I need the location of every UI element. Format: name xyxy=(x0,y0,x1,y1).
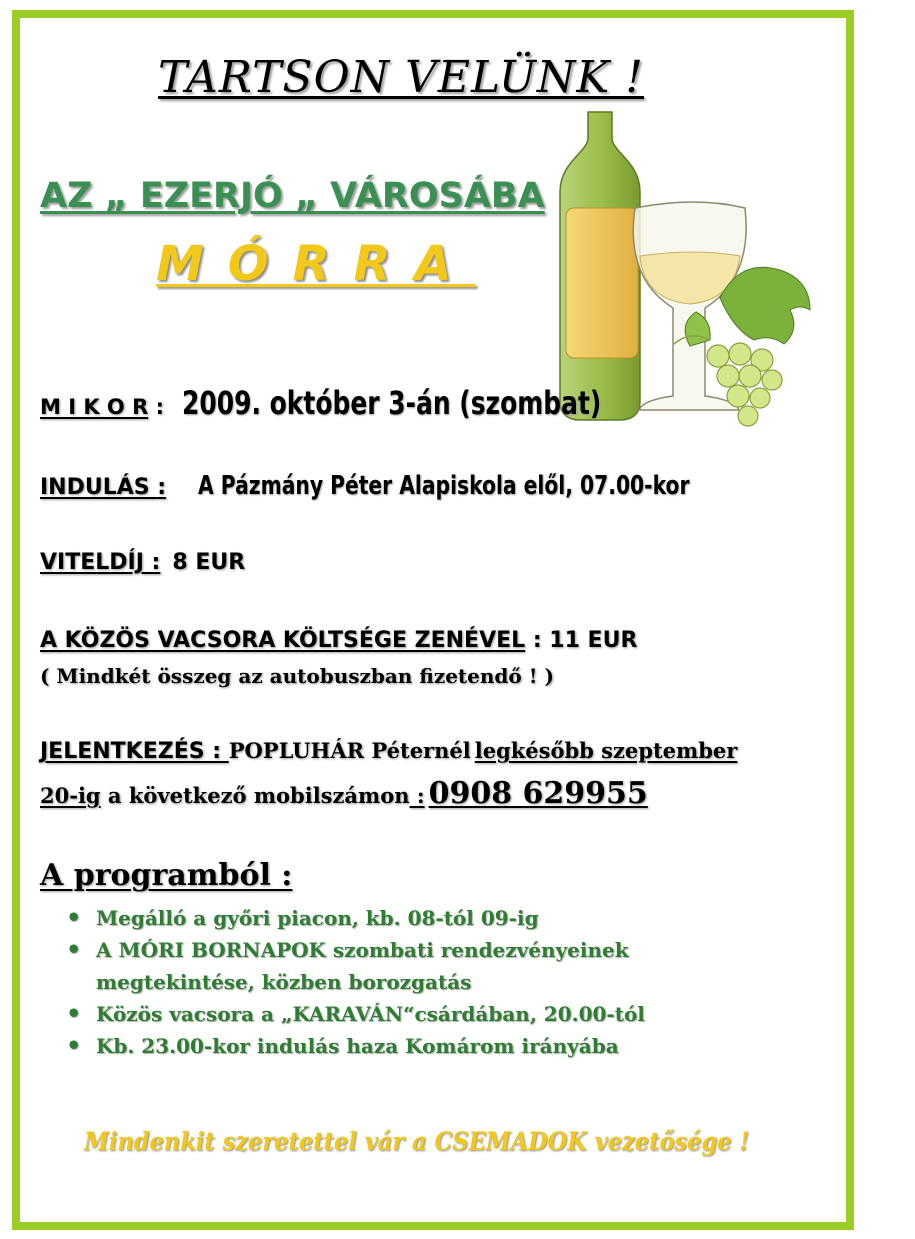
departure-row xyxy=(40,471,828,501)
list-item-continuation: megtekintése, közben borozgatás xyxy=(96,970,472,994)
registration-text: a következő mobilszámon xyxy=(100,783,410,808)
program-list xyxy=(66,902,645,1062)
list-item: • Megálló a győri piacon, kb. 08-tól 09-ig xyxy=(66,902,645,934)
list-item: • Kb. 23.00-kor indulás haza Komárom irányába xyxy=(66,1030,645,1062)
registration-deadline: legkésőbb szeptember xyxy=(474,738,738,763)
registration-deadline-date: 20-ig xyxy=(40,783,101,808)
departure-label: INDULÁS xyxy=(40,475,158,500)
payment-note: ( Mindkét összeg az autobuszban fizetendő ! ) xyxy=(40,664,554,688)
registration-separator: : xyxy=(409,783,425,808)
registration-row xyxy=(40,738,737,764)
fare-row xyxy=(40,550,245,575)
date-row xyxy=(40,384,720,422)
date-separator: : xyxy=(148,395,164,419)
page-title: TARTSON VELÜNK ! xyxy=(158,52,644,103)
dinner-label: A KÖZÖS VACSORA KÖLTSÉGE ZENÉVEL xyxy=(40,628,526,653)
date-value: 2009. október 3-án (szombat) xyxy=(181,384,602,422)
fare-value: 8 EUR xyxy=(172,550,246,575)
list-item: • Közös vacsora a „KARAVÁN“csárdában, 20.00-tól xyxy=(66,998,645,1030)
program-heading: A programból : xyxy=(40,858,293,893)
destination-town: MÓRRA xyxy=(156,236,476,292)
departure-value: A Pázmány Péter Alapiskola elől, 07.00-kor xyxy=(198,471,690,501)
registration-label: JELENTKEZÉS : xyxy=(40,739,229,764)
phone-number: 0908 629955 xyxy=(428,776,648,811)
registration-name: POPLUHÁR Péternél xyxy=(228,738,471,763)
list-item: • A MÓRI BORNAPOK szombati rendezvényeinek xyxy=(66,934,645,966)
fare-label: VITELDÍJ : xyxy=(40,550,161,575)
departure-separator: : xyxy=(157,475,167,500)
destination-heading: AZ „ EZERJÓ „ VÁROSÁBA xyxy=(40,176,545,216)
dinner-row xyxy=(40,628,637,653)
date-label: M I K O R xyxy=(40,395,149,419)
dinner-value: : 11 EUR xyxy=(525,628,638,653)
registration-row-2 xyxy=(40,776,648,811)
footer-message: Mindenkit szeretettel vár a CSEMADOK vezetősége ! xyxy=(84,1127,750,1156)
